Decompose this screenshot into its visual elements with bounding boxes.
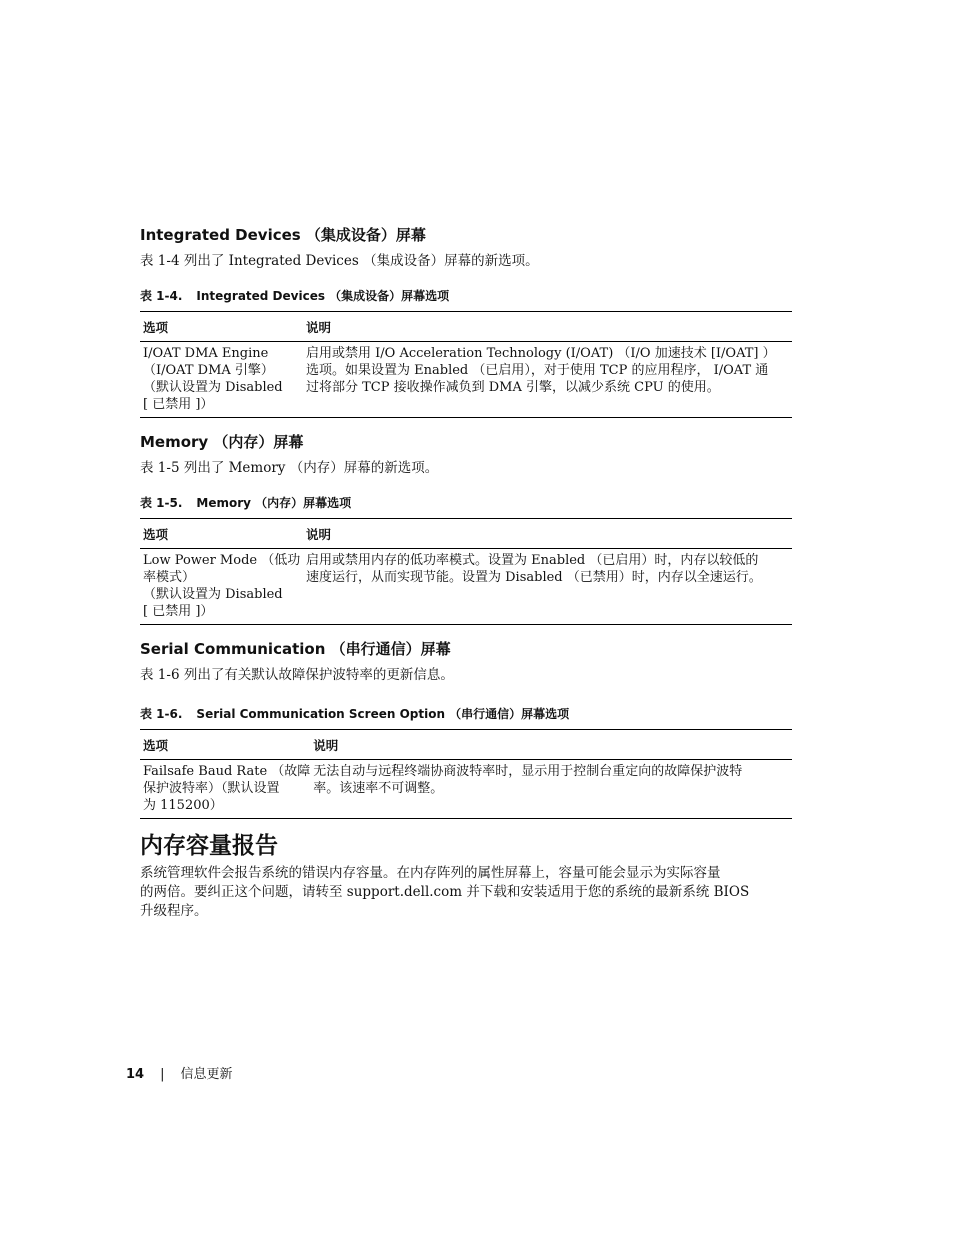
option-cell bbox=[140, 342, 303, 418]
table-header-row bbox=[140, 312, 792, 342]
intro-text: 表 1-6 列出了有关默认故障保护波特率的更新信息。 bbox=[140, 667, 454, 683]
table-number: 表 1-4. bbox=[140, 289, 183, 303]
option-line: 为 115200） bbox=[143, 798, 223, 813]
intro-text: 表 1-5 列出了 Memory （内存）屏幕的新选项。 bbox=[140, 460, 439, 476]
option-line: I/OAT DMA Engine bbox=[143, 346, 269, 361]
paragraph-line: 升级程序。 bbox=[140, 903, 208, 919]
option-cell bbox=[140, 760, 310, 819]
option-line: [ 已禁用 ]） bbox=[143, 397, 214, 412]
table-title: Memory （内存）屏幕选项 bbox=[196, 496, 352, 510]
table-number: 表 1-6. bbox=[140, 707, 183, 721]
table-title: Integrated Devices （集成设备）屏幕选项 bbox=[196, 289, 450, 303]
table-title: Serial Communication Screen Option （串行通信）屏幕选项 bbox=[196, 707, 570, 721]
table-caption bbox=[140, 287, 449, 304]
table-row bbox=[140, 342, 792, 418]
description-cell bbox=[310, 760, 792, 819]
option-line: 保护波特率）（默认设置 bbox=[143, 781, 280, 796]
table-row bbox=[140, 760, 792, 819]
description-line: 启用或禁用 I/O Acceleration Technology (I/OAT) （I/O 加速技术 [I/OAT] ） bbox=[306, 346, 776, 361]
option-line: Low Power Mode （低功 bbox=[143, 553, 301, 568]
paragraph-line: 系统管理软件会报告系统的错误内存容量。在内存阵列的属性屏幕上，容量可能会显示为实际容量 bbox=[140, 865, 721, 881]
options-table bbox=[140, 518, 792, 625]
column-header-option: 选项 bbox=[140, 519, 303, 549]
section-heading-serial-communication: Serial Communication （串行通信）屏幕 bbox=[140, 640, 451, 658]
table-header-row bbox=[140, 730, 792, 760]
description-cell bbox=[303, 342, 792, 418]
option-line: （I/OAT DMA 引擎） bbox=[143, 363, 274, 378]
footer-title: 信息更新 bbox=[180, 1067, 233, 1082]
section-heading-integrated-devices: Integrated Devices （集成设备）屏幕 bbox=[140, 226, 426, 244]
table-header-row bbox=[140, 519, 792, 549]
description-line: 速度运行，从而实现节能。设置为 Disabled （已禁用）时，内存以全速运行。 bbox=[306, 570, 762, 585]
option-line: （默认设置为 Disabled bbox=[143, 380, 283, 395]
column-header-description: 说明 bbox=[310, 730, 792, 760]
options-table bbox=[140, 729, 792, 819]
column-header-option: 选项 bbox=[140, 312, 303, 342]
column-header-option: 选项 bbox=[140, 730, 310, 760]
table-row bbox=[140, 549, 792, 625]
paragraph-line: 的两倍。要纠正这个问题，请转至 support.dell.com 并下载和安装适用于您的系统的最新系统 BIOS bbox=[140, 884, 750, 900]
table-caption bbox=[140, 494, 351, 511]
option-line: 率模式） bbox=[143, 570, 196, 585]
description-line: 过将部分 TCP 接收操作减负到 DMA 引擎，以减少系统 CPU 的使用。 bbox=[306, 380, 720, 395]
page-footer bbox=[126, 1063, 233, 1082]
section-heading-memory: Memory （内存）屏幕 bbox=[140, 433, 304, 451]
option-cell bbox=[140, 549, 303, 625]
description-line: 无法自动与远程终端协商波特率时，显示用于控制台重定向的故障保护波特 bbox=[313, 764, 743, 779]
option-line: （默认设置为 Disabled bbox=[143, 587, 283, 602]
intro-text: 表 1-4 列出了 Integrated Devices （集成设备）屏幕的新选项。 bbox=[140, 253, 539, 269]
description-line: 启用或禁用内存的低功率模式。设置为 Enabled （已启用）时，内存以较低的 bbox=[306, 553, 759, 568]
options-table bbox=[140, 311, 792, 418]
description-cell bbox=[303, 549, 792, 625]
column-header-description: 说明 bbox=[303, 312, 792, 342]
table-caption bbox=[140, 705, 569, 722]
memory-report-paragraph bbox=[140, 864, 812, 921]
column-header-description: 说明 bbox=[303, 519, 792, 549]
page-number: 14 bbox=[126, 1067, 145, 1082]
description-line: 率。该速率不可调整。 bbox=[313, 781, 444, 796]
option-line: Failsafe Baud Rate （故障 bbox=[143, 764, 311, 779]
memory-report-heading: 内存容量报告 bbox=[140, 833, 278, 859]
footer-separator: | bbox=[160, 1067, 165, 1082]
option-line: [ 已禁用 ]） bbox=[143, 604, 214, 619]
description-line: 选项。如果设置为 Enabled （已启用），对于使用 TCP 的应用程序， I/OAT 通 bbox=[306, 363, 769, 378]
table-number: 表 1-5. bbox=[140, 496, 183, 510]
